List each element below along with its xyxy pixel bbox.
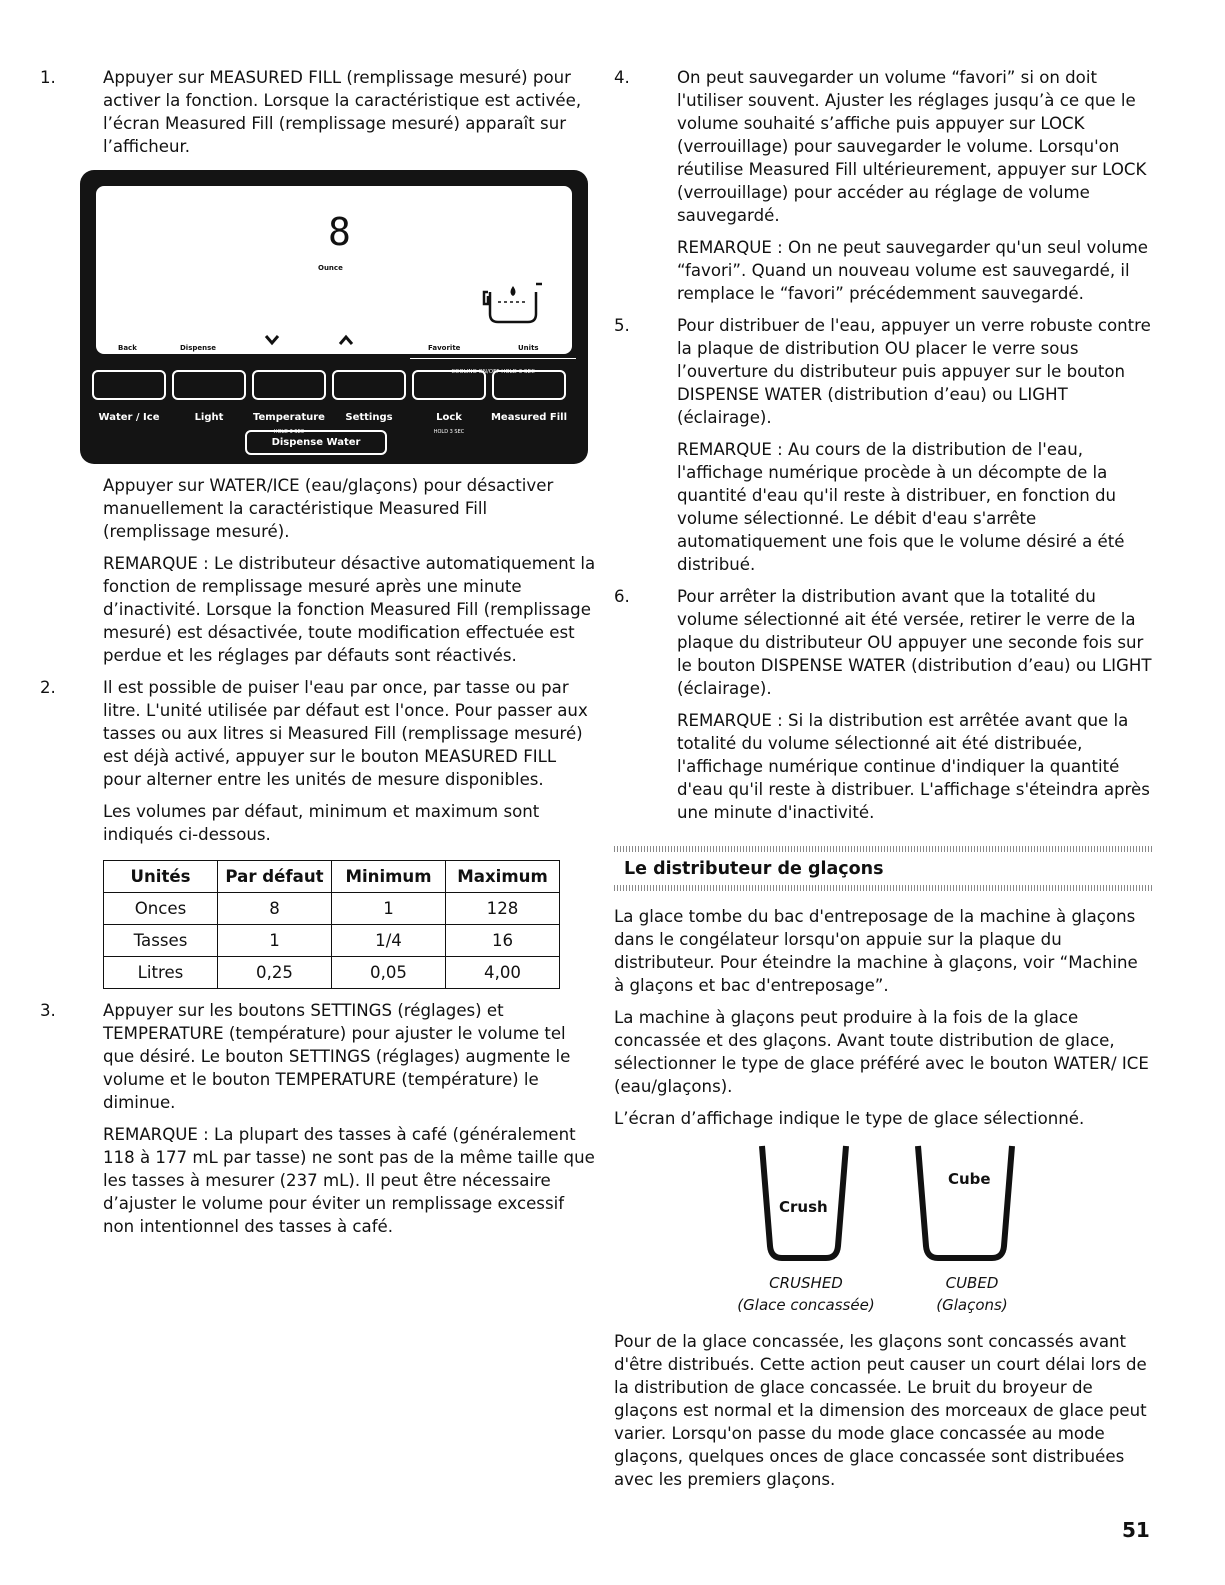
step-text: On peut sauvegarder un volume “favori” si on doit l'utiliser souvent. Ajuster les réglages jusqu’à ce que le volume souhaité s’affiche puis appuyer sur LOCK (verrouillage) pour sauvegarder le volume. Lorsqu'on réutilise Measured Fill ultérieurement, appuyer sur LOCK (verrouillage) pour accéder au réglage de volume sauvegardé. xyxy=(677,68,1147,225)
step-number: 2. xyxy=(40,678,56,697)
display-unit: Ounce xyxy=(318,264,343,272)
table-cell: Tasses xyxy=(104,925,218,957)
table-row xyxy=(104,925,560,957)
table-row xyxy=(104,957,560,989)
step-5 xyxy=(614,314,1152,429)
panel-display xyxy=(96,186,572,354)
section-rule xyxy=(614,885,1152,891)
table-cell: 128 xyxy=(446,893,560,925)
cooling-label: COOLING ON/OFF HOLD 3 SEC xyxy=(410,358,576,384)
note-5: REMARQUE : Au cours de la distribution de l'eau, l'affichage numérique procède à un décompte de la quantité d'eau qu'il reste à distribuer, en fonction du volume sélectionné. Le débit d'eau s'arrête automatiquement une fois que le volume désiré a été distribué. xyxy=(677,440,1125,574)
table-cell: Onces xyxy=(104,893,218,925)
table-cell: 16 xyxy=(446,925,560,957)
step-text: Pour arrêter la distribution avant que la totalité du volume sélectionné ait été versée, retirer le verre de la plaque du distributeur OU appuyer une seconde fois sur le bouton DISPENSE WATER (distribution d’eau) ou LIGHT (éclairage). xyxy=(677,587,1152,698)
note-6: REMARQUE : Si la distribution est arrêtée avant que la totalité du volume sélectionné ait été distribuée, l'affichage numérique continue d'indiquer la quantité d'eau qu'il reste à distribuer. L'affichage s'éteindra après une minute d'inactivité. xyxy=(677,711,1150,822)
water-ice-button[interactable] xyxy=(92,370,166,400)
step-number: 5. xyxy=(614,316,630,335)
step-6 xyxy=(614,585,1152,700)
table-header-row xyxy=(104,861,560,893)
ice-paragraph-3: L’écran d’affichage indique le type de glace sélectionné. xyxy=(614,1109,1085,1128)
crushed-caption: CRUSHED (Glace concassée) xyxy=(737,1274,875,1314)
measured-fill-label: Measured Fill xyxy=(490,412,568,423)
ice-type-illustration xyxy=(614,1144,1152,1314)
settings-button[interactable] xyxy=(332,370,406,400)
units-label: Units xyxy=(518,344,539,352)
step-2-followup: Les volumes par défaut, minimum et maximum sont indiqués ci-dessous. xyxy=(103,802,540,844)
back-label: Back xyxy=(118,344,137,352)
light-button[interactable] xyxy=(172,370,246,400)
dispense-water-button[interactable]: Dispense Water xyxy=(245,430,387,455)
note-4: REMARQUE : On ne peut sauvegarder qu'un seul volume “favori”. Quand un nouveau volume est sauvegardé, il remplace le “favori” précédemment sauvegardé. xyxy=(677,238,1149,303)
table-cell: 4,00 xyxy=(446,957,560,989)
step-2 xyxy=(40,676,596,791)
right-column xyxy=(614,66,1152,1491)
table-cell: 1 xyxy=(218,925,332,957)
ice-paragraph-4: Pour de la glace concassée, les glaçons sont concassés avant d'être distribués. Cette action peut causer un court délai lors de la distribution de glace concassée. Le bruit du broyeur de glaçons est normal et la dimension des morceaux de glace peut varier. Lorsqu'on passe du mode glace concassée au mode glaçons, quelques onces de glace concassée sont distribuées avec les premiers glaçons. xyxy=(614,1332,1147,1489)
step-text: Il est possible de puiser l'eau par once, par tasse ou par litre. L'unité utilisée par défaut est l'once. Pour passer aux tasses ou aux litres si Measured Fill (remplissage mesuré) est déjà activé, appuyer sur le bouton MEASURED FILL pour alterner entre les unités de mesure disponibles. xyxy=(103,678,588,789)
step-3 xyxy=(40,999,596,1114)
ice-paragraph-1: La glace tombe du bac d'entreposage de la machine à glaçons dans le congélateur lorsqu'on appuie sur la plaque du distributeur. Pour éteindre la machine à glaçons, voir “Machine à glaçons et bac d'entreposage”. xyxy=(614,907,1138,995)
crush-icon-label: Crush xyxy=(779,1198,828,1216)
temperature-button[interactable] xyxy=(252,370,326,400)
temperature-label: Temperature HOLD 3 SEC xyxy=(253,412,325,435)
step-number: 3. xyxy=(40,1001,56,1020)
after-panel-text: Appuyer sur WATER/ICE (eau/glaçons) pour désactiver manuellement la caractéristique Measured Fill (remplissage mesuré). xyxy=(103,476,554,541)
step-text: Appuyer sur MEASURED FILL (remplissage mesuré) pour activer la fonction. Lorsque la caractéristique est activée, l’écran Measured Fill (remplissage mesuré) apparaît sur l’afficheur. xyxy=(103,68,582,156)
display-digit: 8 xyxy=(328,210,351,254)
cube-icon-label: Cube xyxy=(948,1170,991,1188)
water-ice-label: Water / Ice xyxy=(98,412,160,423)
col-header: Minimum xyxy=(332,861,446,893)
col-header: Unités xyxy=(104,861,218,893)
left-column xyxy=(40,66,596,1238)
measured-fill-button[interactable] xyxy=(492,370,566,400)
light-label: Light xyxy=(194,412,224,423)
dispense-label: Dispense xyxy=(180,344,217,352)
table-cell: 1 xyxy=(332,893,446,925)
ice-paragraph-2: La machine à glaçons peut produire à la fois de la glace concassée et des glaçons. Avant toute distribution de glace, sélectionner le type de glace préféré avec le bouton WATER/ ICE (eau/glaçons). xyxy=(614,1008,1149,1096)
lock-button[interactable] xyxy=(412,370,486,400)
step-number: 4. xyxy=(614,68,630,87)
note-3: REMARQUE : La plupart des tasses à café (généralement 118 à 177 mL par tasse) ne sont pas de la même taille que les tasses à mesurer (237 mL). Il peut être nécessaire d’ajuster le volume pour éviter un remplissage excessif non intentionnel des tasses à café. xyxy=(103,1125,595,1236)
col-header: Par défaut xyxy=(218,861,332,893)
lock-label: Lock HOLD 3 SEC xyxy=(433,412,465,435)
settings-label: Settings xyxy=(345,412,393,423)
cubed-caption: CUBED (Glaçons) xyxy=(936,1274,1008,1314)
step-1 xyxy=(40,66,596,158)
section-title: Le distributeur de glaçons xyxy=(624,859,884,879)
step-number: 1. xyxy=(40,68,56,87)
note-1: REMARQUE : Le distributeur désactive automatiquement la fonction de remplissage mesuré après une minute d’inactivité. Lorsque la fonction Measured Fill (remplissage mesuré) est désactivée, toute modification effectuée est perdue et les réglages par défauts sont réactivés. xyxy=(103,554,596,665)
col-header: Maximum xyxy=(446,861,560,893)
step-text: Appuyer sur les boutons SETTINGS (réglages) et TEMPERATURE (température) pour ajuster le volume tel que désiré. Le bouton SETTINGS (réglages) augmente le volume et le bouton TEMPERATURE (température) le diminue. xyxy=(103,1001,571,1112)
control-panel-illustration xyxy=(80,170,588,464)
measuring-cup-icon xyxy=(482,282,544,328)
step-text: Pour distribuer de l'eau, appuyer un verre robuste contre la plaque de distribution OU placer le verre sous l’ouverture du distributeur puis appuyer sur le bouton DISPENSE WATER (distribution d’eau) ou LIGHT (éclairage). xyxy=(677,316,1151,427)
table-cell: 1/4 xyxy=(332,925,446,957)
section-header xyxy=(614,846,1152,891)
table-cell: 8 xyxy=(218,893,332,925)
table-row xyxy=(104,893,560,925)
table-cell: Litres xyxy=(104,957,218,989)
table-cell: 0,25 xyxy=(218,957,332,989)
step-number: 6. xyxy=(614,587,630,606)
chevron-up-icon xyxy=(338,334,354,346)
page-number: 51 xyxy=(1122,1518,1150,1542)
step-4 xyxy=(614,66,1152,227)
cubed-glass-icon xyxy=(910,1144,1020,1264)
table-cell: 0,05 xyxy=(332,957,446,989)
favorite-label: Favorite xyxy=(428,344,461,352)
chevron-down-icon xyxy=(264,334,280,346)
volume-table xyxy=(103,860,560,989)
